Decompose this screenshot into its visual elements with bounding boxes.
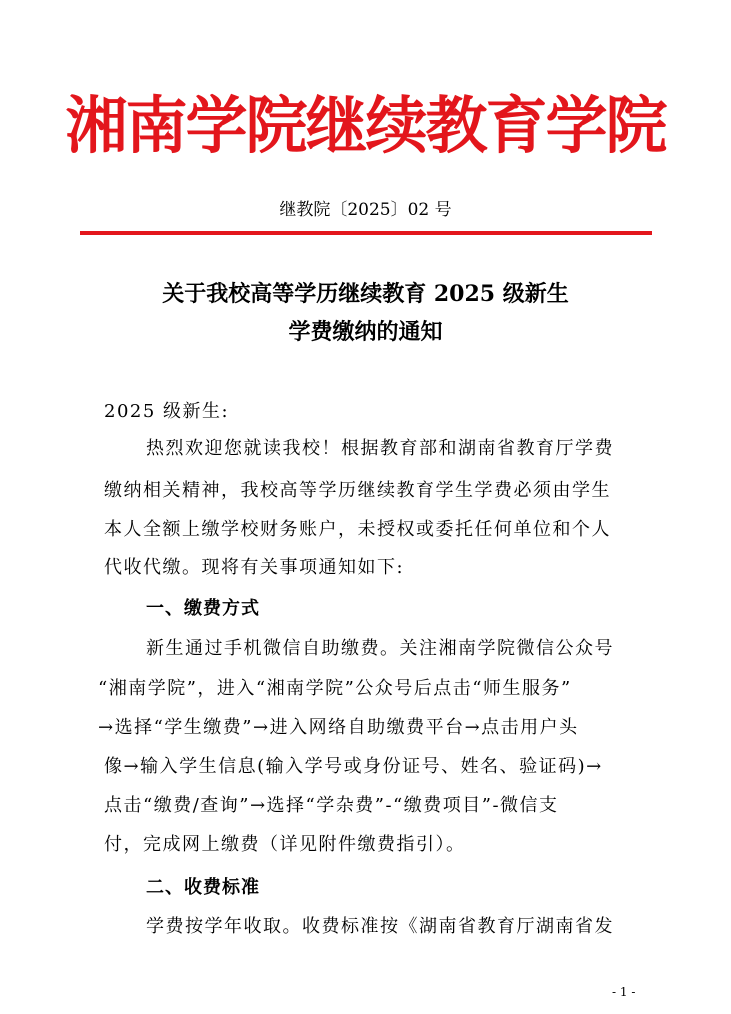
- document-number: 继教院〔2025〕02 号: [279, 200, 452, 220]
- intro-line: 本人全额上缴学校财务账户，未授权或委托任何单位和个人: [104, 519, 611, 540]
- notice-title-line-2: 学费缴纳的通知: [288, 319, 443, 345]
- institution-masthead: 湘南学院继续教育学院: [65, 89, 666, 162]
- intro-line: 热烈欢迎您就读我校！根据教育部和湖南省教育厅学费: [146, 438, 614, 459]
- section1-line: 新生通过手机微信自助缴费。关注湘南学院微信公众号: [146, 638, 614, 659]
- intro-line: 缴纳相关精神，我校高等学历继续教育学生学费必须由学生: [104, 480, 611, 501]
- notice-title-line-1: 关于我校高等学历继续教育 2025 级新生: [162, 281, 569, 307]
- section1-line: 像→输入学生信息(输入学号或身份证号、姓名、验证码)→: [104, 756, 603, 777]
- section1-line: 点击“缴费/查询”→选择“学杂费”-“缴费项目”-微信支: [104, 795, 559, 816]
- page-number: - 1 -: [612, 985, 636, 999]
- section2-line: 学费按学年收取。收费标准按《湖南省教育厅湖南省发: [146, 916, 614, 937]
- section1-line: 付，完成网上缴费（详见附件缴费指引）。: [104, 834, 466, 855]
- red-divider-line: [80, 231, 652, 235]
- section-heading-payment-method: 一、缴费方式: [146, 598, 260, 619]
- salutation: 2025 级新生:: [104, 401, 230, 422]
- section1-line: “湘南学院”，进入“湘南学院”公众号后点击“师生服务”: [98, 678, 572, 699]
- section-heading-fee-standard: 二、收费标准: [146, 877, 260, 898]
- section1-line: →选择“学生缴费”→进入网络自助缴费平台→点击用户头: [98, 717, 579, 738]
- intro-line: 代收代缴。现将有关事项通知如下:: [104, 557, 405, 578]
